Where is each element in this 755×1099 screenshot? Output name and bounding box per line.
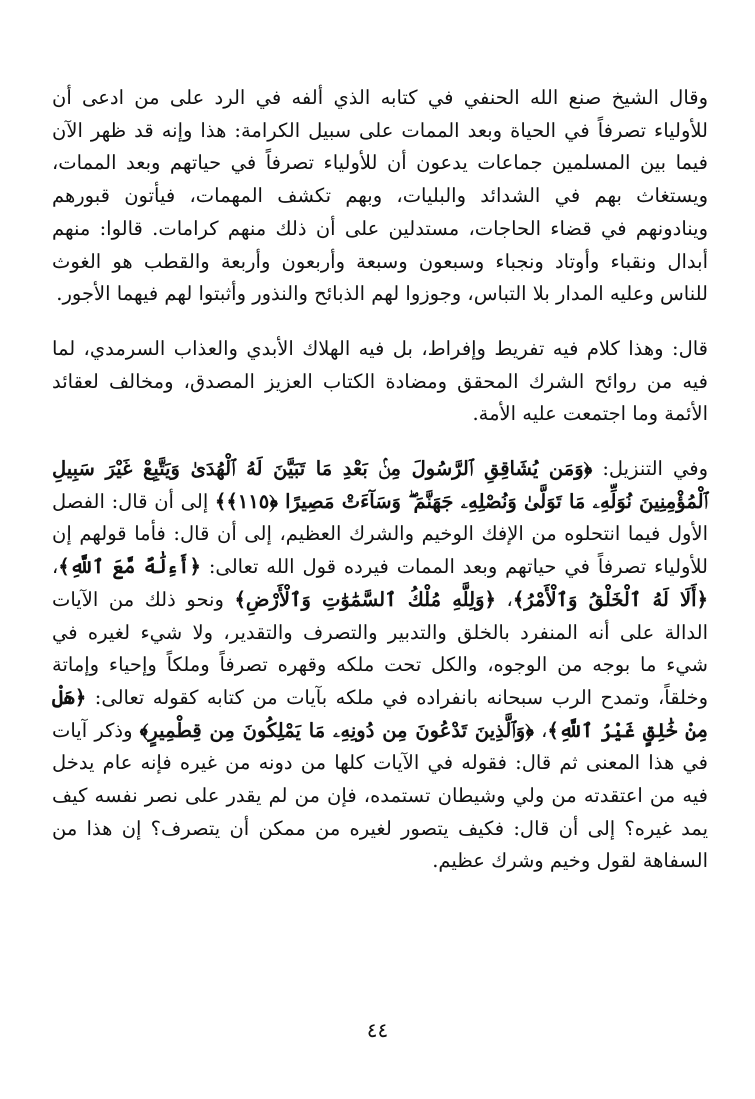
paragraph-text: إلى أن قال: الفصل الأول فيما انتحلوه من الإفك الوخيم والشرك العظيم، إلى أن قال: فأما قولهم إن للأولياء تصرفاً في حياتهم وبعد الممات فيرده قول الله تعالى: (52, 489, 708, 579)
paragraph-1 (52, 82, 708, 311)
paragraph-2 (52, 333, 708, 431)
paragraph-text: وقال الشيخ صنع الله الحنفي في كتابه الذي ألفه في الرد على من ادعى أن للأولياء تصرفاً في الحياة وبعد الممات على سبيل الكرامة: هذا وإنه قد ظهر الآن فيما بين المسلمين جماعات يدعون أن للأولياء تصرفاً في حياتهم وبعد الممات، ويستغاث بهم في الشدائد والبليات، وبهم تكشف المهمات، فيأتون قبورهم وينادونهم في قضاء الحاجات، مستدلين على أن ذلك منهم كرامات. قالوا: منهم أبدال ونقباء وأوتاد ونجباء وسبعون وسبعة وأربعون وأربعة والقطب هو الغوث للناس وعليه المدار بلا التباس، وجوزوا لهم الذبائح والنذور وأثبتوا لهم فيهما الأجور. (52, 86, 708, 306)
paragraph-text: وذكر آيات في هذا المعنى ثم قال: فقوله في الآيات كلها من دونه من غيره فإنه عام يدخل فيه من اعتقدته من ولي وشيطان تستمده، فإن من لم يقدر على نصر نفسه كيف يمد غيره؟ إلى أن قال: فكيف يتصور لغيره من ممكن أن يتصرف؟ إن هذا من السفاهة لقول وخيم وشرك عظيم. (52, 718, 708, 873)
quran-verse: ﴿وَمَن يُشَاقِقِ ٱلرَّسُولَ مِنۢ بَعْدِ مَا تَبَيَّنَ لَهُ ٱلْهُدَىٰ وَيَتَّبِعْ غَيْرَ سَبِيلِ ٱلْمُؤْمِنِينَ نُوَلِّهِۦ مَا تَوَلَّىٰ وَنُصْلِهِۦ جَهَنَّمَ ۖ وَسَآءَتْ مَصِيرًا ﴿١١٥﴾﴾ (52, 457, 708, 513)
page-content (52, 82, 708, 878)
paragraph-text: قال: وهذا كلام فيه تفريط وإفراط، بل فيه الهلاك الأبدي والعذاب السرمدي، لما فيه من روائح الشرك المحقق ومضادة الكتاب العزيز المصدق، ومخالف لعقائد الأئمة وما اجتمعت عليه الأمة. (52, 336, 708, 426)
separator: ، (495, 587, 513, 611)
page-number: ٤٤ (366, 1018, 389, 1042)
separator: ، (52, 555, 59, 579)
quran-verse: ﴿هَلْ مِنْ خَٰلِقٍ غَيْرُ ٱللَّهِ﴾ (52, 685, 709, 742)
paragraph-text: ونحو ذلك من الآيات الدالة على أنه المنفرد بالخلق والتدبير والتصرف والتقدير، ولا شيء لغيره في شيء ما بوجه من الوجوه، والكل تحت ملكه وقهره تصرفاً وملكاً وإحياء وإماتة وخلقاً، وتمدح الرب سبحانه بانفراده في ملكه بآيات من كتابه كقوله تعالى: (52, 587, 708, 709)
quran-verse: ﴿وَٱلَّذِينَ تَدْعُونَ مِن دُونِهِۦ مَا يَمْلِكُونَ مِن قِطْمِيرٍ﴾ (139, 718, 534, 742)
paragraph-text: وفي التنزيل: (592, 457, 708, 481)
quran-verse: ﴿أَءِلَٰهٌ مَّعَ ٱللَّهِ﴾ (58, 555, 201, 579)
quran-verse: ﴿وَلِلَّهِ مُلْكُ ٱلسَّمَٰوَٰتِ وَٱلْأَرْضِ﴾ (234, 587, 496, 611)
paragraph-3 (52, 453, 708, 878)
quran-verse: ﴿أَلَا لَهُ ٱلْخَلْقُ وَٱلْأَمْرُ﴾ (512, 587, 709, 611)
separator: ، (533, 718, 548, 742)
